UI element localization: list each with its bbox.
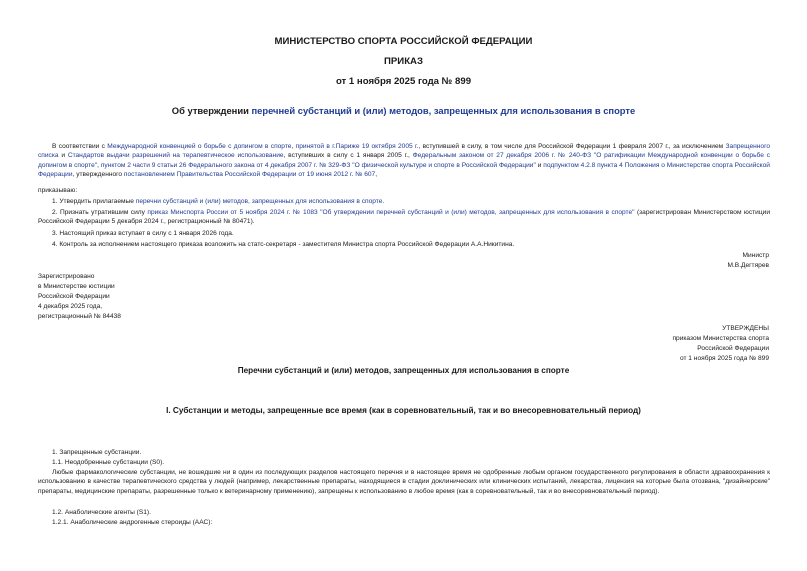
signature-block [727, 251, 769, 271]
annex-item-1-2-1: 1.2.1. Анаболические андрогенные стероиды (ААС): [52, 519, 213, 526]
registration-line-1: Зарегистрировано [38, 273, 95, 280]
preamble-text-4: и [58, 152, 68, 160]
order-title-link[interactable]: перечней субстанций и (или) методов, запрещенных для использования в спорте [251, 105, 636, 116]
preamble-link-prohibited-list[interactable]: Запрещенного списка [38, 143, 770, 160]
annex-item-1-2: 1.2. Анаболические агенты (S1). [52, 509, 151, 516]
preamble-link-law-329[interactable]: пунктом 2 части 9 статьи 26 Федерального закона от 4 декабря 2007 г. № 329-ФЗ "О физической культуре и спорте в Российской Федерации" [100, 161, 536, 169]
preamble-text-9: , [375, 170, 378, 178]
preamble-text-6: , [97, 161, 101, 169]
preamble-text-5: , вступивших в силу с 1 января 2005 г., [283, 152, 413, 160]
signature-name: М.В.Дегтярев [727, 262, 769, 269]
approval-line-3: Российской Федерации [697, 345, 769, 352]
registration-block [38, 272, 121, 322]
preamble-link-regulation[interactable]: подпунктом 4.2.8 пункта 4 Положения о Министерстве спорта Российской Федерации [38, 161, 770, 178]
order-title-prefix: Об утверждении [171, 105, 252, 116]
order-title [0, 105, 807, 116]
preamble-link-decree-607[interactable]: постановлением Правительства Российской Федерации от 19 июня 2012 г. № 607 [123, 170, 376, 178]
doc-type-heading: ПРИКАЗ [384, 56, 423, 67]
approval-line-4: от 1 ноября 2025 года № 899 [679, 355, 769, 362]
registration-line-4: 4 декабря 2025 года, [38, 303, 103, 310]
ministry-heading: МИНИСТЕРСТВО СПОРТА РОССИЙСКОЙ ФЕДЕРАЦИИ [274, 36, 533, 47]
item-1-end: . [382, 198, 385, 205]
item-1 [52, 197, 384, 206]
item-2-text: 2. Признать утратившим силу [52, 209, 148, 216]
preamble-text-8: , утвержденного [72, 170, 124, 178]
annex-item-1-1: 1.1. Неодобренные субстанции (S0). [52, 459, 165, 466]
annex-title: Перечни субстанций и (или) методов, запрещенных для использования в спорте [237, 366, 570, 375]
approval-block [672, 324, 769, 364]
approval-line-1: УТВЕРЖДЕНЫ [722, 325, 769, 332]
annex-item-1: 1. Запрещенные субстанции. [52, 449, 142, 456]
date-number-heading: от 1 ноября 2025 года № 899 [335, 76, 472, 87]
order-word: приказываю: [38, 187, 78, 194]
preamble-text-1: В соответствии с [52, 143, 108, 150]
preamble-link-tue-standards[interactable]: Стандартов выдачи разрешений на терапевтическое использование [67, 152, 284, 160]
preamble-text-7: и [535, 161, 544, 169]
section-1-title: I. Субстанции и методы, запрещенные все время (как в соревновательный, так и во внесоревновательный период) [166, 406, 641, 415]
annex-item-1-1-text: Любые фармакологические субстанции, не вошедшие ни в один из последующих разделов настоящего перечня и в настоящее время не одобренные любым органом государственного регулирования в области здравоохранения к использованию в качестве терапевтического средства у людей (например, лекарственные препараты, находящиеся в стадии доклинических или клинических испытаний, лекарства, лицензия на которые была отозвана, "дизайнерские" препараты, медицинские препараты, разрешенные только к ветеринарному применению), запрещены к использованию в любое время (как в соревновательный, так и во внесоревновательный период). [38, 469, 770, 495]
preamble-text-2: , [291, 143, 296, 150]
item-4: 4. Контроль за исполнением настоящего приказа возложить на статс-секретаря - заместителя Министра спорта Российской Федерации А.А.Никитина. [52, 241, 515, 248]
item-3: 3. Настоящий приказ вступает в силу с 1 января 2026 года. [52, 230, 234, 237]
item-1-link[interactable]: перечни субстанций и (или) методов, запрещенных для использования в спорте [135, 198, 383, 205]
registration-line-2: в Министерстве юстиции [38, 283, 115, 290]
item-2 [38, 208, 770, 227]
preamble-link-paris[interactable]: принятой в г.Париже 19 октября 2005 г. [295, 143, 419, 150]
signature-position: Министр [742, 252, 769, 259]
preamble-paragraph [38, 142, 770, 179]
preamble-link-convention[interactable]: Международной конвенцией о борьбе с допингом в спорте [107, 143, 292, 150]
approval-line-2: приказом Министерства спорта [672, 335, 769, 342]
item-2-end: (зарегистрирован Министерством юстиции Российской Федерации 5 декабря 2024 г., регистрационный № 80471). [38, 209, 771, 226]
preamble-link-law-240[interactable]: Федеральным законом от 27 декабря 2006 г. № 240-ФЗ "О ратификации Международной конвенции о борьбе с допингом в спорте" [38, 152, 770, 169]
item-2-link[interactable]: приказ Минспорта России от 5 ноября 2024 г. № 1083 "Об утверждении перечней субстанций и (или) методов, запрещенных для использования в спорте" [147, 209, 635, 216]
item-1-text: 1. Утвердить прилагаемые [52, 198, 136, 205]
registration-line-5: регистрационный № 84438 [38, 313, 121, 320]
registration-line-3: Российской Федерации [38, 293, 110, 300]
preamble-text-3: , вступившей в силу, в том числе для Российской Федерации 1 февраля 2007 г., за исключением [418, 143, 726, 150]
